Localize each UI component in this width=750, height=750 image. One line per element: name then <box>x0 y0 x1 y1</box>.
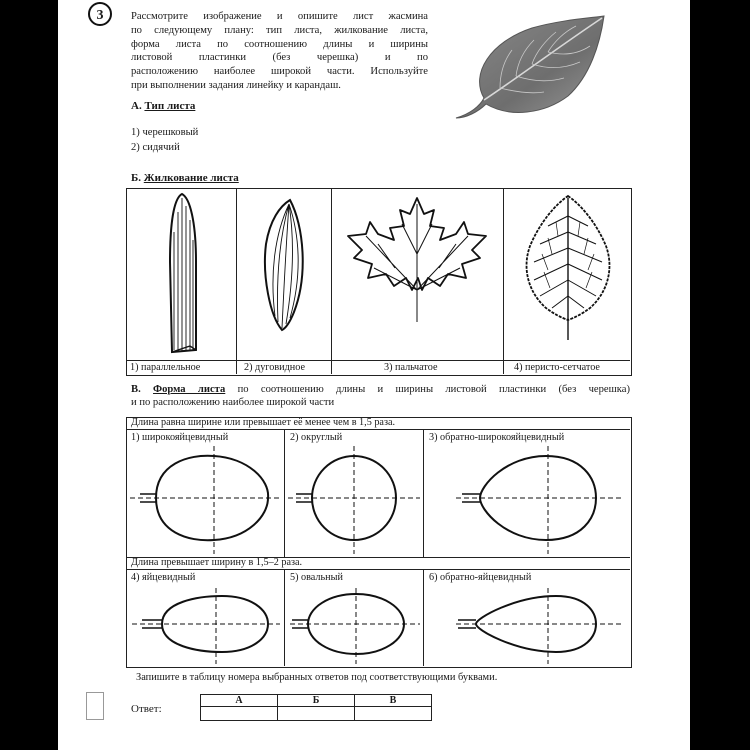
table-divider <box>284 429 285 557</box>
option-sessile: 2) сидячий <box>131 142 180 153</box>
answer-instruction: Запишите в таблицу номера выбранных ответов под соответствующими буквами. <box>136 672 498 683</box>
answer-column-header: В <box>355 695 432 707</box>
parallel-venation-leaf <box>160 192 206 356</box>
table-divider <box>423 569 424 666</box>
section-c-title: Форма листа <box>153 384 226 395</box>
intro-line: форма листа по соотношению длины и ширины <box>131 38 428 50</box>
intro-line: при выполнении задания линейку и карандаш. <box>131 79 341 91</box>
caption-arcuate: 2) дуговидное <box>244 362 305 373</box>
table-divider <box>126 429 630 430</box>
table-divider <box>503 188 504 374</box>
jasmine-leaf-image <box>440 14 608 126</box>
table-divider <box>126 569 630 570</box>
answer-column-header: Б <box>278 695 355 707</box>
broad-obovate-shape <box>426 446 626 554</box>
palmate-venation-leaf <box>344 194 490 326</box>
score-box <box>86 692 104 720</box>
shape-label: 3) обратно-широкояйцевидный <box>429 432 565 443</box>
table-divider <box>423 429 424 557</box>
section-c-description: по соотношению длины и ширины листовой пластинки (без черешка) <box>225 384 630 395</box>
answer-cell-v[interactable] <box>355 707 432 721</box>
arcuate-venation-leaf <box>256 196 312 332</box>
obovate-shape <box>426 588 626 664</box>
shape-label: 4) яйцевидный <box>131 572 196 583</box>
intro-line: листовой пластинки (без черешка) и по <box>131 52 428 64</box>
intro-line: расположению наиболее широкой части. Используйте <box>131 66 428 78</box>
oval-shape <box>286 588 422 664</box>
section-c-letter: В. <box>131 384 141 395</box>
caption-pinnate-reticulate: 4) перисто-сетчатое <box>514 362 600 373</box>
group1-header: Длина равна ширине или превышает её менее чем в 1,5 раза. <box>131 417 396 428</box>
answer-cell-b[interactable] <box>278 707 355 721</box>
option-petiolate: 1) черешковый <box>131 127 199 138</box>
shape-label: 1) широкояйцевидный <box>131 432 229 443</box>
section-b-letter: Б. <box>131 172 142 184</box>
caption-palmate: 3) пальчатое <box>384 362 438 373</box>
section-a-title: Тип листа <box>144 100 196 112</box>
shape-label: 6) обратно-яйцевидный <box>429 572 532 583</box>
table-divider <box>331 188 332 374</box>
section-c-heading <box>131 383 630 409</box>
shape-label: 2) округлый <box>290 432 343 443</box>
section-a-heading <box>131 100 195 112</box>
section-a-letter: А. <box>131 100 142 112</box>
caption-parallel: 1) параллельное <box>130 362 201 373</box>
round-shape <box>286 446 422 554</box>
pinnate-reticulate-leaf <box>518 192 618 342</box>
ovate-shape <box>128 588 282 664</box>
question-number: 3 <box>88 2 112 26</box>
intro-line: Рассмотрите изображение и опишите лист жасмина <box>131 11 428 22</box>
answer-label: Ответ: <box>131 703 162 715</box>
group2-header: Длина превышает ширину в 1,5–2 раза. <box>131 557 303 568</box>
section-b-heading <box>131 172 239 184</box>
table-divider <box>284 569 285 666</box>
section-b-title: Жилкование листа <box>143 172 239 184</box>
broad-ovate-shape <box>128 446 282 554</box>
answer-cell-a[interactable] <box>201 707 278 721</box>
shape-label: 5) овальный <box>290 572 343 583</box>
answer-column-header: А <box>201 695 278 707</box>
table-divider <box>236 188 237 374</box>
section-c-description-line2: и по расположению наиболее широкой части <box>131 397 335 408</box>
task-instructions <box>131 10 428 93</box>
intro-line: по следующему плану: тип листа, жилкование листа, <box>131 24 428 36</box>
answer-table <box>200 694 432 721</box>
